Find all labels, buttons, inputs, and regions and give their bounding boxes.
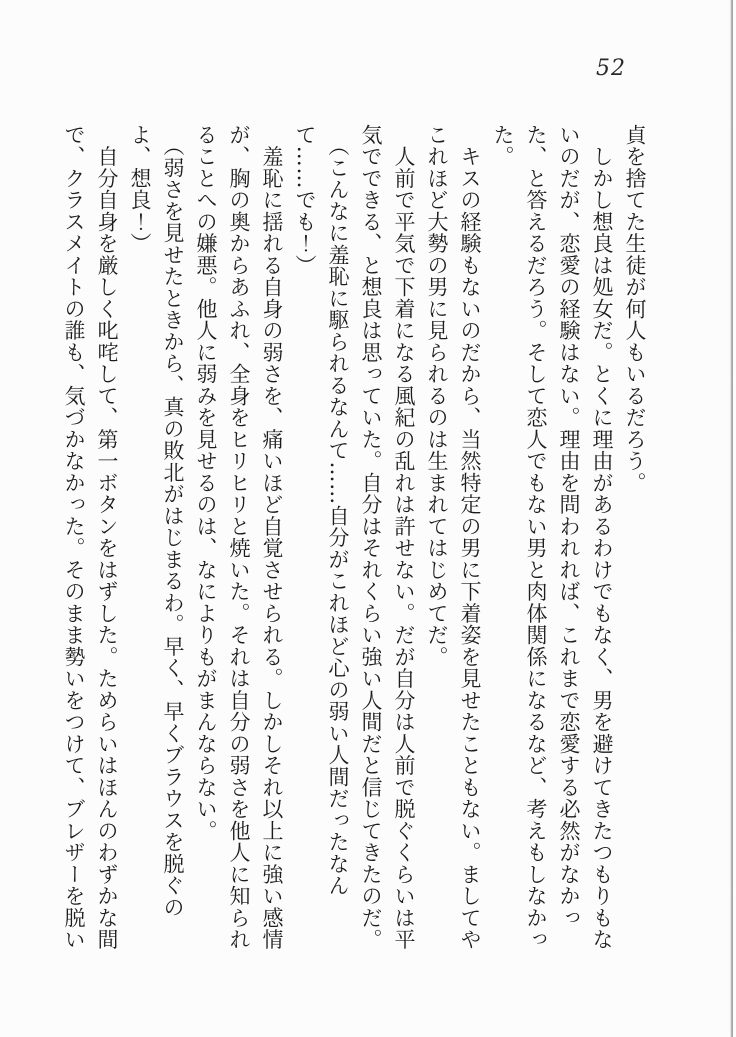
paragraph: 貞を捨てた生徒が何人もいるだろう。	[623, 124, 647, 494]
paragraph: （弱さを見せたときから、真の敗北がはじまるわ。早く、早くブラウスを脱ぐのよ、想良！）	[128, 124, 185, 919]
paragraph: （こんなに羞恥に駆られるなんて……自分がこれほど心の弱い人間だったなんて……でも！）	[293, 124, 350, 897]
paragraph: キスの経験もないのだから、当然特定の男に下着姿を見せたこともない。ましてやこれほど大勢の男に見られるのは生まれてはじめてだ。	[425, 124, 482, 951]
page-gutter-shadow	[730, 0, 733, 1037]
paragraph: 自分自身を厳しく叱咤して、第一ボタンをはずした。ためらいはほんのわずかな間で、クラスメイトの誰も、気づかなかった。そのまま勢いをつけて、ブレザーを脱い	[62, 124, 119, 951]
paragraph: 人前で平気で下着になる風紀の乱れは許せない。だが自分は人前で脱ぐくらいは平気でできる、と想良は思っていた。自分はそれくらい強い人間だと信じてきたのだ。	[359, 124, 416, 951]
body-text	[57, 124, 651, 952]
page-number: 52	[596, 56, 626, 81]
paragraph: しかし想良は処女だ。とくに理由があるわけでもなく、男を避けてきたつもりもないのだが、恋愛の経験はない。理由を問われれば、これまで恋愛する必然がなかった、と答えるだろう。そして恋人でもない男と肉体関係になるなど、考えもしなかった。	[491, 124, 614, 951]
paragraph: 羞恥に揺れる自身の弱さを、痛いほど自覚させられる。しかしそれ以上に強い感情が、胸の奥からあふれ、全身をヒリヒリと焼いた。それは自分の弱さを他人に知られることへの嫌悪。他人に弱みを見せるのは、なによりもがまんならない。	[194, 124, 284, 951]
